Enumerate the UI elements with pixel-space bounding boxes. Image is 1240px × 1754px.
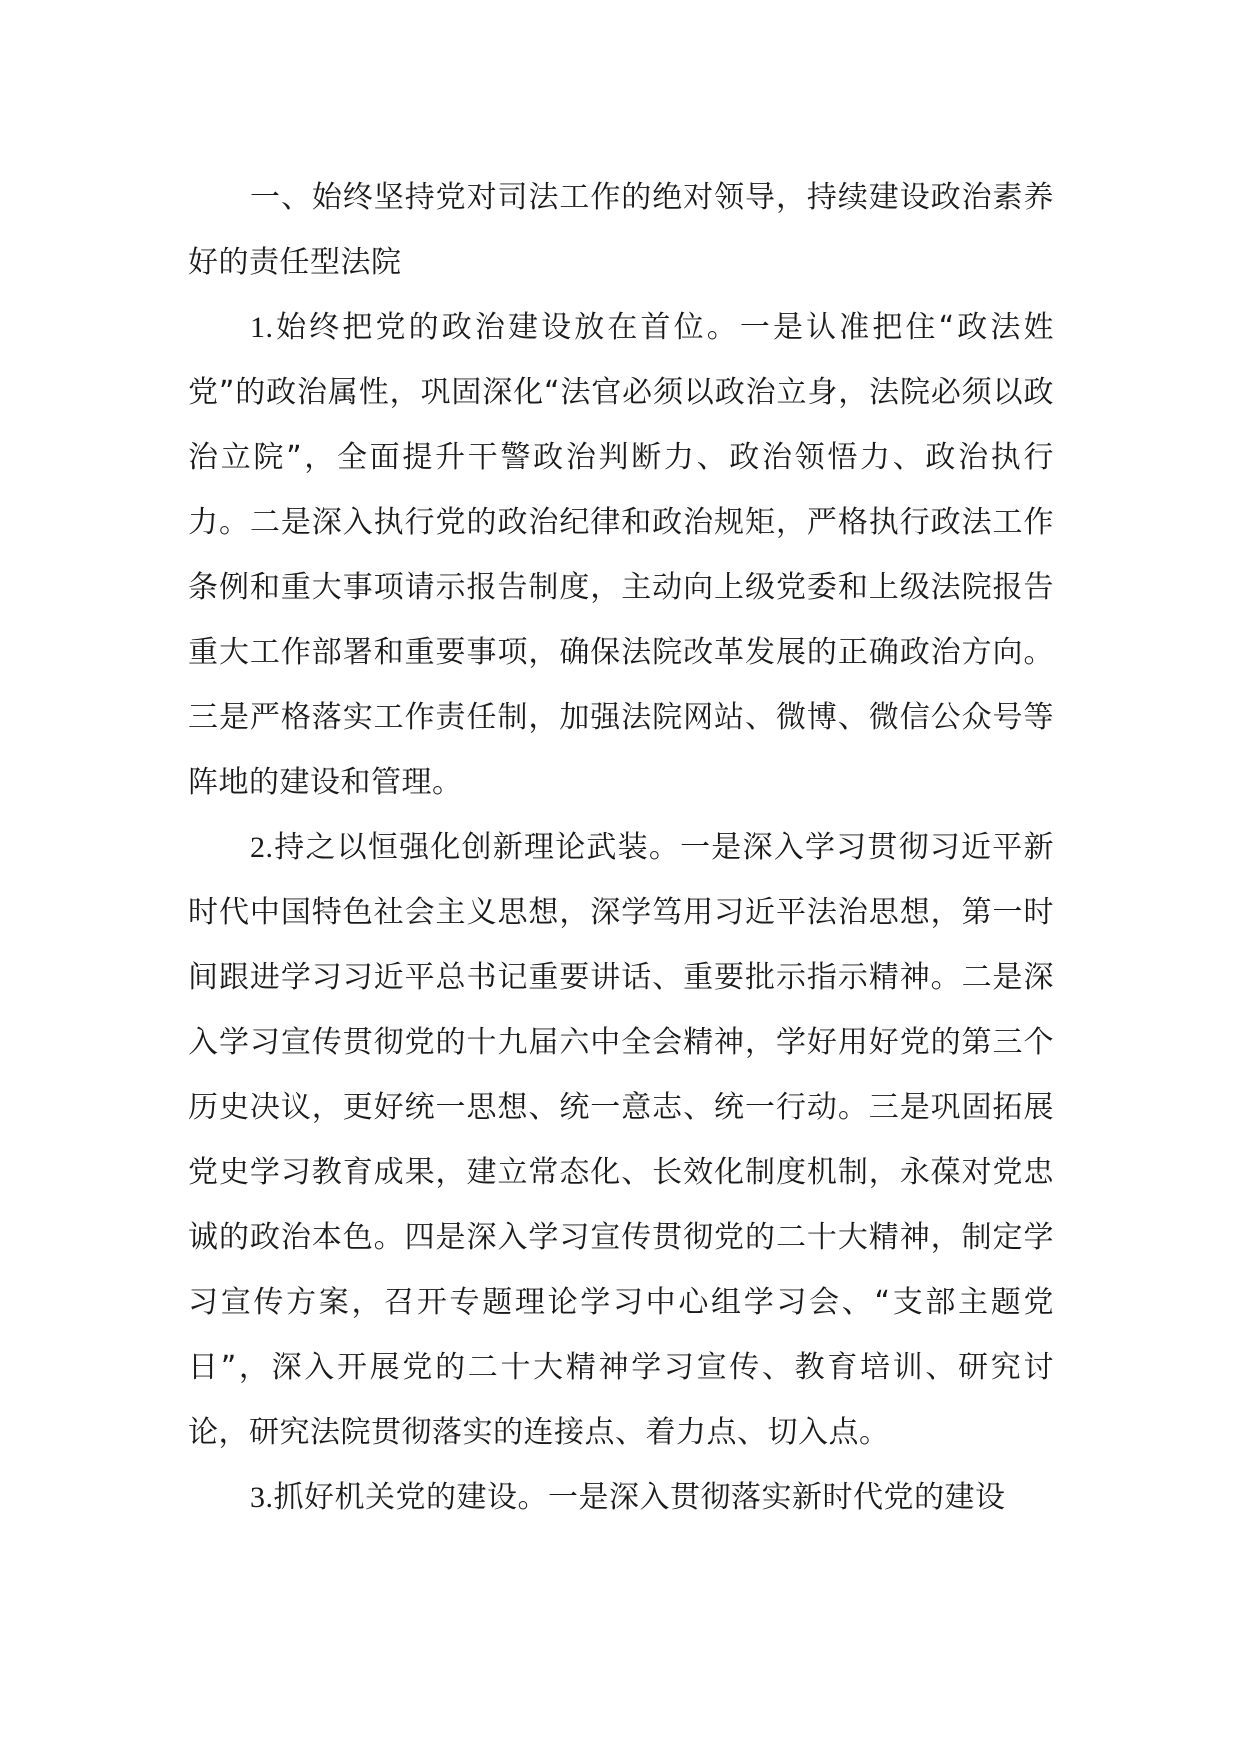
paragraph-2 xyxy=(188,815,1054,1465)
paragraph-3-text: 抓好机关党的建设。一是深入贯彻落实新时代党的建设 xyxy=(273,1480,1006,1515)
section-heading: 一、始终坚持党对司法工作的绝对领导，持续建设政治素养好的责任型法院 xyxy=(188,180,1054,280)
paragraph-2-number: 2. xyxy=(250,831,274,864)
document-page xyxy=(188,165,1054,1530)
paragraph-1-text: 始终把党的政治建设放在首位。一是认准把住“政法姓党”的政治属性，巩固深化“法官必须以政治立身，法院必须以政治立院”，全面提升干警政治判断力、政治领悟力、政治执行力。二是深入执行党的政治纪律和政治规矩，严格执行政法工作条例和重大事项请示报告制度，主动向上级党委和上级法院报告重大工作部署和重要事项，确保法院改革发展的正确政治方向。三是严格落实工作责任制，加强法院网站、微博、微信公众号等阵地的建设和管理。 xyxy=(188,310,1054,800)
paragraph-3 xyxy=(188,1465,1054,1530)
paragraph-1 xyxy=(188,295,1054,815)
paragraph-3-number: 3. xyxy=(250,1481,274,1514)
paragraph-1-number: 1. xyxy=(250,311,274,344)
paragraph-2-text: 持之以恒强化创新理论武装。一是深入学习贯彻习近平新时代中国特色社会主义思想，深学笃用习近平法治思想，第一时间跟进学习习近平总书记重要讲话、重要批示指示精神。二是深入学习宣传贯彻党的十九届六中全会精神，学好用好党的第三个历史决议，更好统一思想、统一意志、统一行动。三是巩固拓展党史学习教育成果，建立常态化、长效化制度机制，永葆对党忠诚的政治本色。四是深入学习宣传贯彻党的二十大精神，制定学习宣传方案，召开专题理论学习中心组学习会、“支部主题党日”，深入开展党的二十大精神学习宣传、教育培训、研究讨论，研究法院贯彻落实的连接点、着力点、切入点。 xyxy=(188,830,1054,1450)
